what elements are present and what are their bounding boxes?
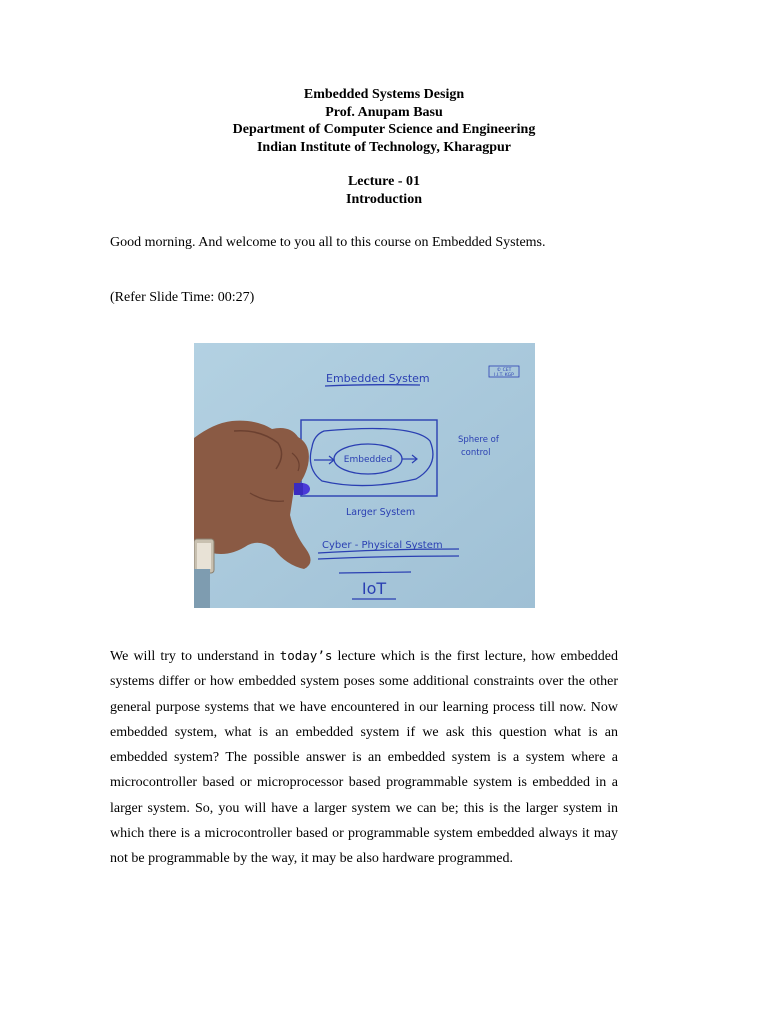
wristwatch — [194, 539, 214, 573]
document-header — [0, 86, 768, 208]
course-title: Embedded Systems Design — [303, 87, 465, 102]
department-name: Department of Computer Science and Engineering — [232, 122, 536, 137]
body-text-part-1: We will try to understand in — [110, 649, 280, 664]
sphere-label-1: Sphere of — [458, 435, 499, 445]
institute-name: Indian Institute of Technology, Kharagpur — [256, 139, 511, 155]
iot-label: IoT — [361, 579, 387, 598]
cps-label: Cyber - Physical System — [322, 540, 443, 551]
slide-title: Embedded System — [326, 372, 430, 385]
refer-slide-time: (Refer Slide Time: 00:27) — [110, 290, 255, 305]
body-text-part-2: lecture which is the first lecture, how embedded systems differ or how embedded system poses some additional constraints over the other general purpose systems that we have encountered in our learning process till now. Now embedded system, what is an embedded system if we ask this question what is an embedded system? The possible answer is an embedded system is a system where a microcontroller based or microprocessor based programmable system is embedded in a larger system. So, you will have a larger system we can be; this is the larger system in which there is a microcontroller based or programmable system embedded always it may not be programmable by the way, it may be also hardware programmed. — [110, 649, 618, 867]
marker-pen — [294, 483, 310, 495]
lecture-slide-image — [194, 343, 535, 608]
logo-line-2: I.I.T. KGP — [494, 373, 514, 378]
professor-name: Prof. Anupam Basu — [325, 104, 443, 120]
sphere-label-2: control — [461, 448, 491, 458]
embedded-label: Embedded — [343, 455, 393, 465]
body-mono-word: today’s — [279, 648, 333, 663]
lecture-topic: Introduction — [346, 191, 422, 207]
body-paragraph — [110, 643, 618, 872]
lecture-number: Lecture - 01 — [347, 174, 421, 189]
greeting-paragraph: Good morning. And welcome to you all to this course on Embedded Systems. — [110, 235, 546, 250]
sleeve — [194, 569, 210, 608]
header-spacer — [0, 156, 768, 173]
logo-line-1: © CET — [496, 368, 512, 373]
larger-system-label: Larger System — [346, 507, 416, 518]
